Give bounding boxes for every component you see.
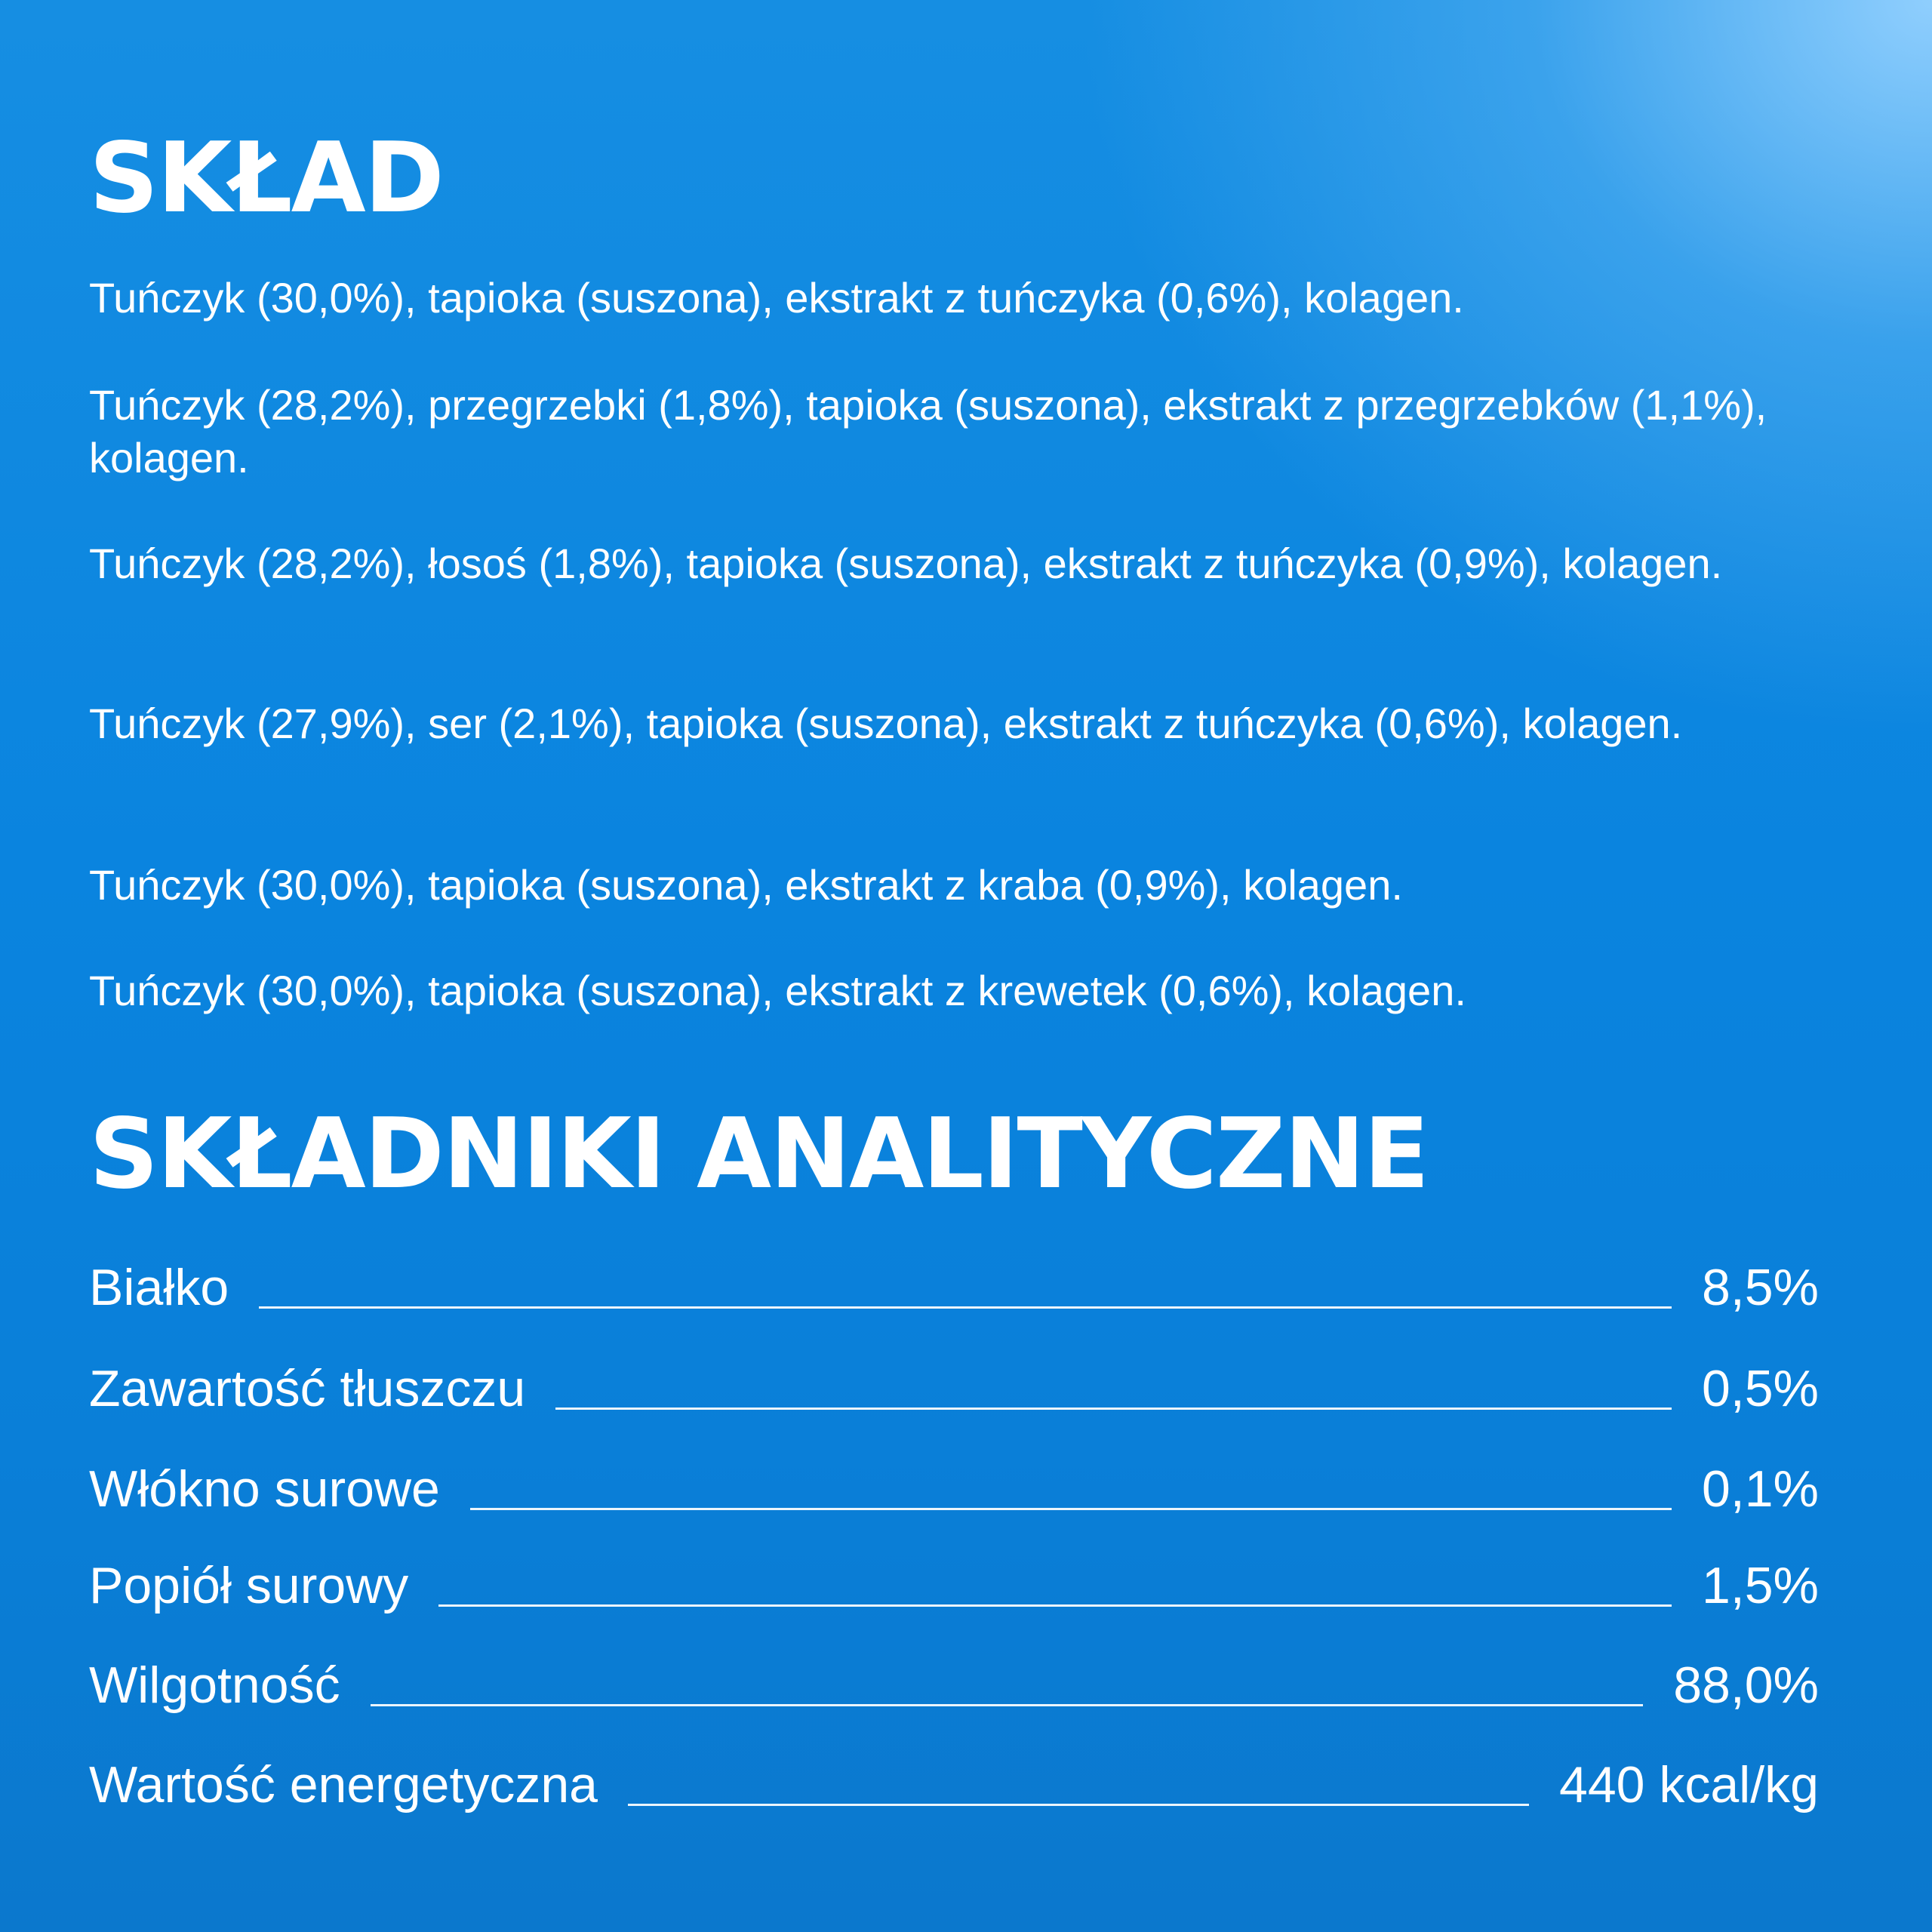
ingredient-list-item: Tuńczyk (30,0%), tapioka (suszona), ekstrakt z tuńczyka (0,6%), kolagen. [89, 274, 1464, 321]
nutrient-label: Włókno surowe [89, 1460, 440, 1518]
nutrient-value: 440 kcal/kg [1559, 1756, 1819, 1814]
leader-line [259, 1306, 1672, 1309]
nutrient-value: 0,5% [1702, 1360, 1819, 1417]
nutrient-label: Zawartość tłuszczu [89, 1360, 526, 1417]
nutrient-row-fat [89, 1358, 1819, 1419]
analytical-heading: SKŁADNIKI ANALITYCZNE [89, 1098, 1429, 1211]
nutrient-row-protein [89, 1257, 1819, 1318]
nutrient-value: 1,5% [1702, 1557, 1819, 1614]
ingredient-list-item: Tuńczyk (28,2%), przegrzebki (1,8%), tapioka (suszona), ekstrakt z przegrzebków (1,1%), kolagen. [89, 381, 1767, 481]
sklad-heading: SKŁAD [89, 122, 443, 235]
ingredient-list-item: Tuńczyk (30,0%), tapioka (suszona), ekstrakt z kraba (0,9%), kolagen. [89, 861, 1403, 909]
nutrient-label: Wilgotność [89, 1657, 340, 1714]
leader-line [555, 1407, 1672, 1410]
leader-line [628, 1804, 1529, 1806]
leader-line [371, 1704, 1644, 1706]
ingredient-list-item: Tuńczyk (27,9%), ser (2,1%), tapioka (suszona), ekstrakt z tuńczyka (0,6%), kolagen. [89, 700, 1683, 747]
nutrient-label: Białko [89, 1259, 229, 1316]
nutrient-label: Popiół surowy [89, 1557, 409, 1614]
nutrient-value: 0,1% [1702, 1460, 1819, 1518]
leader-line [438, 1604, 1672, 1607]
nutrient-row-moisture [89, 1655, 1819, 1715]
nutrient-value: 8,5% [1702, 1259, 1819, 1316]
ingredient-list-item: Tuńczyk (30,0%), tapioka (suszona), ekstrakt z krewetek (0,6%), kolagen. [89, 967, 1466, 1014]
nutrient-row-energy [89, 1755, 1819, 1815]
ingredient-list-item: Tuńczyk (28,2%), łosoś (1,8%), tapioka (suszona), ekstrakt z tuńczyka (0,9%), kolagen. [89, 540, 1723, 587]
nutrient-value: 88,0% [1673, 1657, 1819, 1714]
nutrient-label: Wartość energetyczna [89, 1756, 598, 1814]
nutrient-row-fibre [89, 1459, 1819, 1519]
leader-line [470, 1508, 1672, 1510]
nutrient-row-ash [89, 1555, 1819, 1616]
